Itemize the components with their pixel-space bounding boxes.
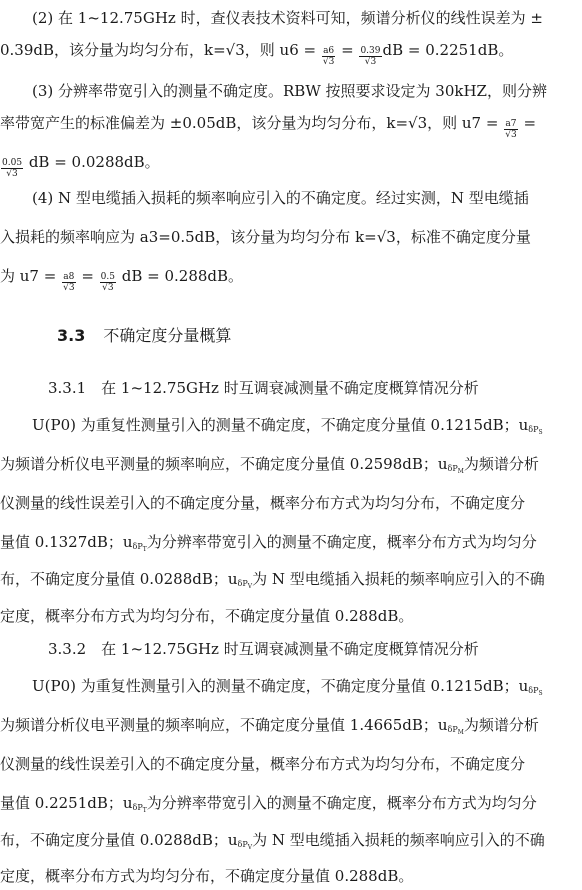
fraction-a6: $\frac{a6}{√3}$ (322, 46, 335, 67)
subscript-delta-pm: δPM (447, 464, 464, 475)
sub2-line3: 仪测量的线性误差引入的不确定度分量，概率分布方式为均匀分布，不确定度分 (0, 755, 526, 773)
sub2-line5: 布，不确定度分量值 0.0288dB；$u_{\delta P_V}$为 N 型电缆插入损耗的频率响应引入的不确 (0, 831, 545, 851)
para2-line2: 0.39dB，该分量为均匀分布，k=√3，则 u6 = $\frac{a6}{√3}$ = $\frac{0.39}{√3}$ dB = 0.2251dB。 (0, 41, 514, 67)
sub2-line6: 定度，概率分布方式为均匀分布，不确定度分量值 0.288dB。 (0, 867, 414, 885)
para2-line1: (2) 在 1~12.75GHz 时，查仪表技术资料可知，频谱分析仪的线性误差为 ± (32, 9, 543, 27)
sub2-line4: 量值 0.2251dB；$u_{\delta P_T}$为分辨率带宽引入的测量不确定度，概率分布方式为均匀分 (0, 794, 537, 814)
section-heading (57, 325, 231, 347)
fraction-039: $\frac{0.39}{√3}$ (360, 46, 381, 67)
subscript-delta-pm: δPM (447, 725, 464, 736)
subsection-332-heading: 3.3.2 在 1~12.75GHz 时互调衰减测量不确定度概算情况分析 (48, 640, 479, 658)
para3-line3: $\frac{0.05}{√3}$ dB = 0.0288dB。 (2, 153, 160, 179)
sub1-line2: 为频谱分析仪电平测量的频率响应，不确定度分量值 0.2598dB；$u_{\delta P_M}$为频谱分析 (0, 455, 539, 475)
sub1-line1: U(P0) 为重复性测量引入的测量不确定度，不确定度分量值 0.1215dB；$u_{\delta P_S}$ (32, 416, 543, 436)
fraction-05: $\frac{0.5}{√3}$ (100, 272, 115, 293)
subscript-delta-pv: δPV (237, 579, 253, 590)
subscript-delta-pt: δPT (132, 542, 147, 553)
fraction-a8: $\frac{a8}{√3}$ (63, 272, 75, 293)
sub1-line4: 量值 0.1327dB；$u_{\delta P_T}$为分辨率带宽引入的测量不确定度，概率分布方式为均匀分 (0, 533, 537, 553)
section-number: 3.3 (57, 326, 86, 345)
para4-line3: 为 u7 = $\frac{a8}{√3}$ = $\frac{0.5}{√3}$ dB = 0.288dB。 (0, 267, 244, 293)
para3-line2: 率带宽产生的标准偏差为 ±0.05dB，该分量为均匀分布，k=√3，则 u7 = $\frac{a7}{√3}$ = (0, 114, 537, 140)
sub1-line3: 仪测量的线性误差引入的不确定度分量，概率分布方式为均匀分布，不确定度分 (0, 494, 526, 512)
sub1-line5: 布，不确定度分量值 0.0288dB；$u_{\delta P_V}$为 N 型电缆插入损耗的频率响应引入的不确 (0, 570, 545, 590)
para3-line1: (3) 分辨率带宽引入的测量不确定度。RBW 按照要求设定为 30kHZ，则分辨 (32, 82, 547, 100)
para4-line1: (4) N 型电缆插入损耗的频率响应引入的不确定度。经过实测，N 型电缆插 (32, 189, 529, 207)
subscript-delta-pt: δPT (132, 803, 147, 814)
subscript-delta-ps: δPS (528, 425, 543, 436)
fraction-005: $\frac{0.05}{√3}$ (2, 158, 23, 179)
subscript-delta-ps: δPS (528, 686, 543, 697)
sub1-line6: 定度，概率分布方式为均匀分布，不确定度分量值 0.288dB。 (0, 607, 414, 625)
sub2-line1: U(P0) 为重复性测量引入的测量不确定度，不确定度分量值 0.1215dB；$u_{\delta P_S}$ (32, 677, 543, 697)
fraction-a7: $\frac{a7}{√3}$ (505, 119, 517, 140)
sub2-line2: 为频谱分析仪电平测量的频率响应，不确定度分量值 1.4665dB；$u_{\delta P_M}$为频谱分析 (0, 716, 539, 736)
section-title: 不确定度分量概算 (103, 326, 232, 345)
subscript-delta-pv: δPV (237, 840, 253, 851)
para4-line2: 入损耗的频率响应为 a3=0.5dB，该分量为均匀分布 k=√3，标准不确定度分量 (0, 228, 531, 246)
subsection-331-heading: 3.3.1 在 1~12.75GHz 时互调衰减测量不确定度概算情况分析 (48, 379, 479, 397)
